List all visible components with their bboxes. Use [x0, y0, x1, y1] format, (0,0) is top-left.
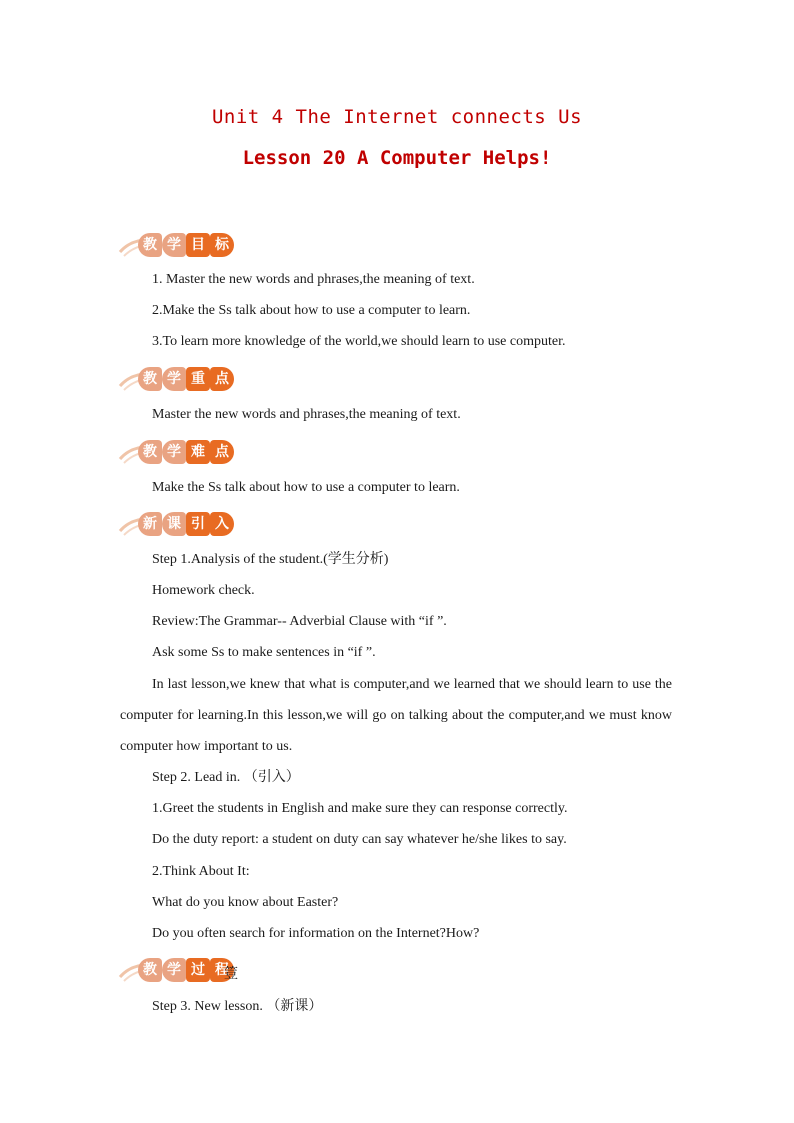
badge-char: 教 — [138, 367, 162, 391]
question-1: What do you know about Easter? — [152, 895, 339, 910]
badge-char: 学 — [162, 367, 186, 391]
duty-line: Do the duty report: a student on duty can say whatever he/she likes to say. — [152, 832, 567, 847]
objective-3: 3.To learn more knowledge of the world,we should learn to use computer. — [152, 334, 566, 349]
step-1: Step 1.Analysis of the student.(学生分析) — [152, 552, 389, 567]
homework-check: Homework check. — [152, 583, 255, 598]
greet-line: 1.Greet the students in English and make sure they can response correctly. — [152, 801, 568, 816]
stray-glyph: 䇺 — [224, 966, 238, 982]
lead-in-paragraph: In last lesson,we knew that what is computer,and we learned that we should learn to use the computer for learning.In this lesson,we will go on talking about the computer,and we must know computer how important to us. — [120, 677, 672, 754]
think-about-it: 2.Think About It: — [152, 864, 250, 879]
badge-char: 新 — [138, 512, 162, 536]
unit-title: Unit 4 The Internet connects Us — [211, 106, 583, 128]
section-header-lead-in — [118, 509, 338, 537]
badge-char: 学 — [162, 233, 186, 257]
section-header-difficulties — [118, 437, 338, 465]
badge-char: 标 — [210, 233, 234, 257]
badge-char: 程 — [210, 958, 234, 982]
badge-char: 难 — [186, 440, 210, 464]
badge-char: 教 — [138, 233, 162, 257]
section-header-key-points — [118, 364, 338, 392]
review-line: Review:The Grammar-- Adverbial Clause with “if ”. — [152, 614, 447, 629]
badge-char: 过 — [186, 958, 210, 982]
badge-char: 重 — [186, 367, 210, 391]
key-point-1: Master the new words and phrases,the meaning of text. — [152, 407, 461, 422]
step-2: Step 2. Lead in. （引入） — [152, 770, 300, 785]
badge-char: 入 — [210, 512, 234, 536]
step-3: Step 3. New lesson. （新课） — [152, 999, 323, 1014]
badge-char: 课 — [162, 512, 186, 536]
badge-char: 点 — [210, 367, 234, 391]
difficulty-1: Make the Ss talk about how to use a computer to learn. — [152, 480, 460, 495]
badge-char: 教 — [138, 958, 162, 982]
section-header-objectives — [118, 230, 338, 258]
objective-1: 1. Master the new words and phrases,the meaning of text. — [152, 272, 475, 287]
badge-char: 引 — [186, 512, 210, 536]
badge-char: 点 — [210, 440, 234, 464]
ask-line: Ask some Ss to make sentences in “if ”. — [152, 645, 376, 660]
objective-2: 2.Make the Ss talk about how to use a computer to learn. — [152, 303, 471, 318]
lesson-title: Lesson 20 A Computer Helps! — [242, 147, 552, 169]
badge-char: 目 — [186, 233, 210, 257]
question-2: Do you often search for information on the Internet?How? — [152, 926, 480, 941]
badge-char: 学 — [162, 958, 186, 982]
badge-char: 学 — [162, 440, 186, 464]
badge-char: 教 — [138, 440, 162, 464]
